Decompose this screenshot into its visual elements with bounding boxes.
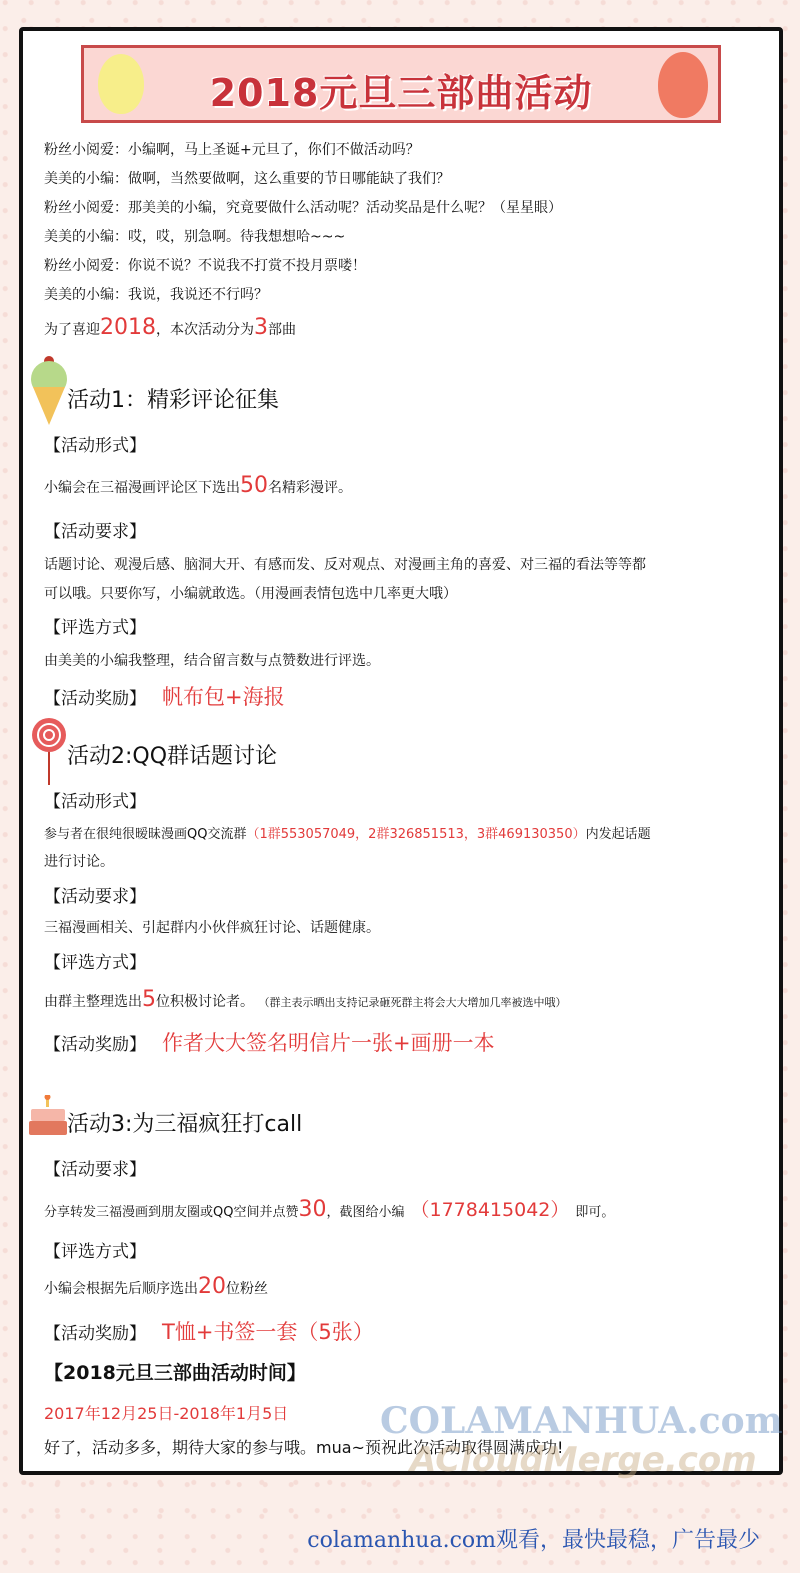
- activity3-sel-num: 20: [198, 1274, 226, 1299]
- intro-mid: ，本次活动分为: [156, 322, 254, 338]
- intro-num: 3: [254, 315, 268, 340]
- activity2-prize-row: [44, 1027, 495, 1057]
- activity1-sel-label: 【评选方式】: [44, 618, 146, 638]
- activity1-prize-label: 【活动奖励】: [44, 689, 146, 709]
- activity1-req-line2: 可以哦。只要你写，小编就敢选。（用漫画表情包选中几率更大哦）: [44, 586, 457, 602]
- footer-link[interactable]: colamanhua.com观看，最快最稳，广告最少: [307, 1528, 760, 1553]
- dialogue-line: 美美的小编：我说，我说还不行吗？: [44, 287, 268, 303]
- activity2-heading: 活动2:QQ群话题讨论: [67, 744, 278, 769]
- ice-cream-icon: [27, 353, 71, 427]
- title-banner: [81, 45, 721, 123]
- activity1-prize: 帆布包+海报: [162, 685, 285, 709]
- activity3-sel-post: 位粉丝: [226, 1281, 268, 1297]
- watermark-acloudmerge: ACloudMerge.com: [410, 1440, 757, 1480]
- activity1-sel-text: 由美美的小编我整理，结合留言数与点赞数进行评选。: [44, 653, 380, 669]
- activity3-heading: 活动3:为三福疯狂打call: [67, 1112, 303, 1137]
- dialogue-line: 粉丝小阅爱：小编啊，马上圣诞+元旦了，你们不做活动吗？: [44, 142, 420, 158]
- activity3-req-label: 【活动要求】: [44, 1160, 146, 1180]
- activity2-prize: 作者大大签名明信片一张+画册一本: [162, 1031, 495, 1055]
- closing-text: 好了，活动多多，期待大家的参与哦。mua~预祝此次活动取得圆满成功!: [44, 1438, 564, 1457]
- watermark-colamanhua: COLAMANHUA.com: [380, 1400, 783, 1442]
- dialogue-line: 粉丝小阅爱：那美美的小编，究竟要做什么活动呢？活动奖品是什么呢？（星星眼）: [44, 200, 562, 216]
- activity2-sel-text: [44, 987, 567, 1012]
- activity2-form-post: 内发起话题: [585, 827, 651, 842]
- dialogue-line: 美美的小编：做啊，当然要做啊，这么重要的节日哪能缺了我们？: [44, 171, 450, 187]
- activity2-form-line2: 进行讨论。: [44, 854, 114, 870]
- activity1-form-post: 名精彩漫评。: [268, 480, 352, 496]
- activity3-req-qq: （1778415042）: [410, 1199, 570, 1221]
- intro-pre: 为了喜迎: [44, 322, 100, 338]
- activity2-req-text: 三福漫画相关、引起群内小伙伴疯狂讨论、话题健康。: [44, 920, 380, 936]
- dialogue-line: 美美的小编：哎，哎，别急啊。待我想想哈~~~: [44, 229, 346, 245]
- activity1-prize-row: [44, 681, 285, 711]
- activity1-form-label: 【活动形式】: [44, 436, 146, 456]
- activity1-req-line1: 话题讨论、观漫后感、脑洞大开、有感而发、反对观点、对漫画主角的喜爱、对三福的看法等等都: [44, 557, 646, 573]
- activity2-form-pre: 参与者在很纯很暧昧漫画QQ交流群: [44, 827, 247, 842]
- intro-post: 部曲: [268, 322, 296, 338]
- activity3-req-mid: ，截图给小编: [326, 1205, 405, 1220]
- activity1-form-pre: 小编会在三福漫画评论区下选出: [44, 480, 240, 496]
- activity2-sel-pre: 由群主整理选出: [44, 994, 142, 1010]
- time-label: 【2018元旦三部曲活动时间】: [44, 1362, 306, 1384]
- activity2-form-label: 【活动形式】: [44, 792, 146, 812]
- birthday-cake-icon: [27, 1095, 69, 1139]
- intro-line: [44, 315, 296, 340]
- activity3-req-text: [44, 1195, 614, 1222]
- intro-year: 2018: [100, 315, 156, 340]
- activity2-sel-note: （群主表示晒出支持记录砸死群主将会大大增加几率被选中哦）: [264, 996, 567, 1009]
- activity3-prize-label: 【活动奖励】: [44, 1324, 146, 1344]
- activity2-sel-num: 5: [142, 987, 156, 1012]
- activity3-req-num: 30: [298, 1197, 327, 1222]
- activity2-sel-post: 位积极讨论者。: [156, 994, 254, 1010]
- activity1-heading: 活动1：精彩评论征集: [67, 388, 279, 413]
- activity1-form-num: 50: [240, 473, 268, 498]
- activity3-prize-row: [44, 1316, 374, 1346]
- activity2-sel-label: 【评选方式】: [44, 953, 146, 973]
- activity2-prize-label: 【活动奖励】: [44, 1035, 146, 1055]
- activity3-req-post: 即可。: [575, 1205, 615, 1220]
- activity3-req-pre: 分享转发三福漫画到朋友圈或QQ空间并点赞: [44, 1205, 299, 1220]
- time-range: 2017年12月25日-2018年1月5日: [44, 1404, 289, 1423]
- activity2-req-label: 【活动要求】: [44, 887, 146, 907]
- activity2-form-text: [44, 823, 651, 842]
- activity1-req-label: 【活动要求】: [44, 522, 146, 542]
- activity1-form-text: [44, 473, 352, 498]
- lollipop-icon: [29, 717, 69, 787]
- activity3-sel-pre: 小编会根据先后顺序选出: [44, 1281, 198, 1297]
- activity3-prize: T恤+书签一套（5张）: [162, 1320, 374, 1344]
- activity3-sel-label: 【评选方式】: [44, 1242, 146, 1262]
- page-title: 2018元旦三部曲活动: [209, 71, 593, 115]
- dialogue-line: 粉丝小阅爱：你说不说？不说我不打赏不投月票喽！: [44, 258, 366, 274]
- content-panel: [19, 27, 783, 1475]
- activity2-form-groups: （1群553057049，2群326851513，3群469130350）: [246, 827, 586, 842]
- activity3-sel-text: [44, 1274, 268, 1299]
